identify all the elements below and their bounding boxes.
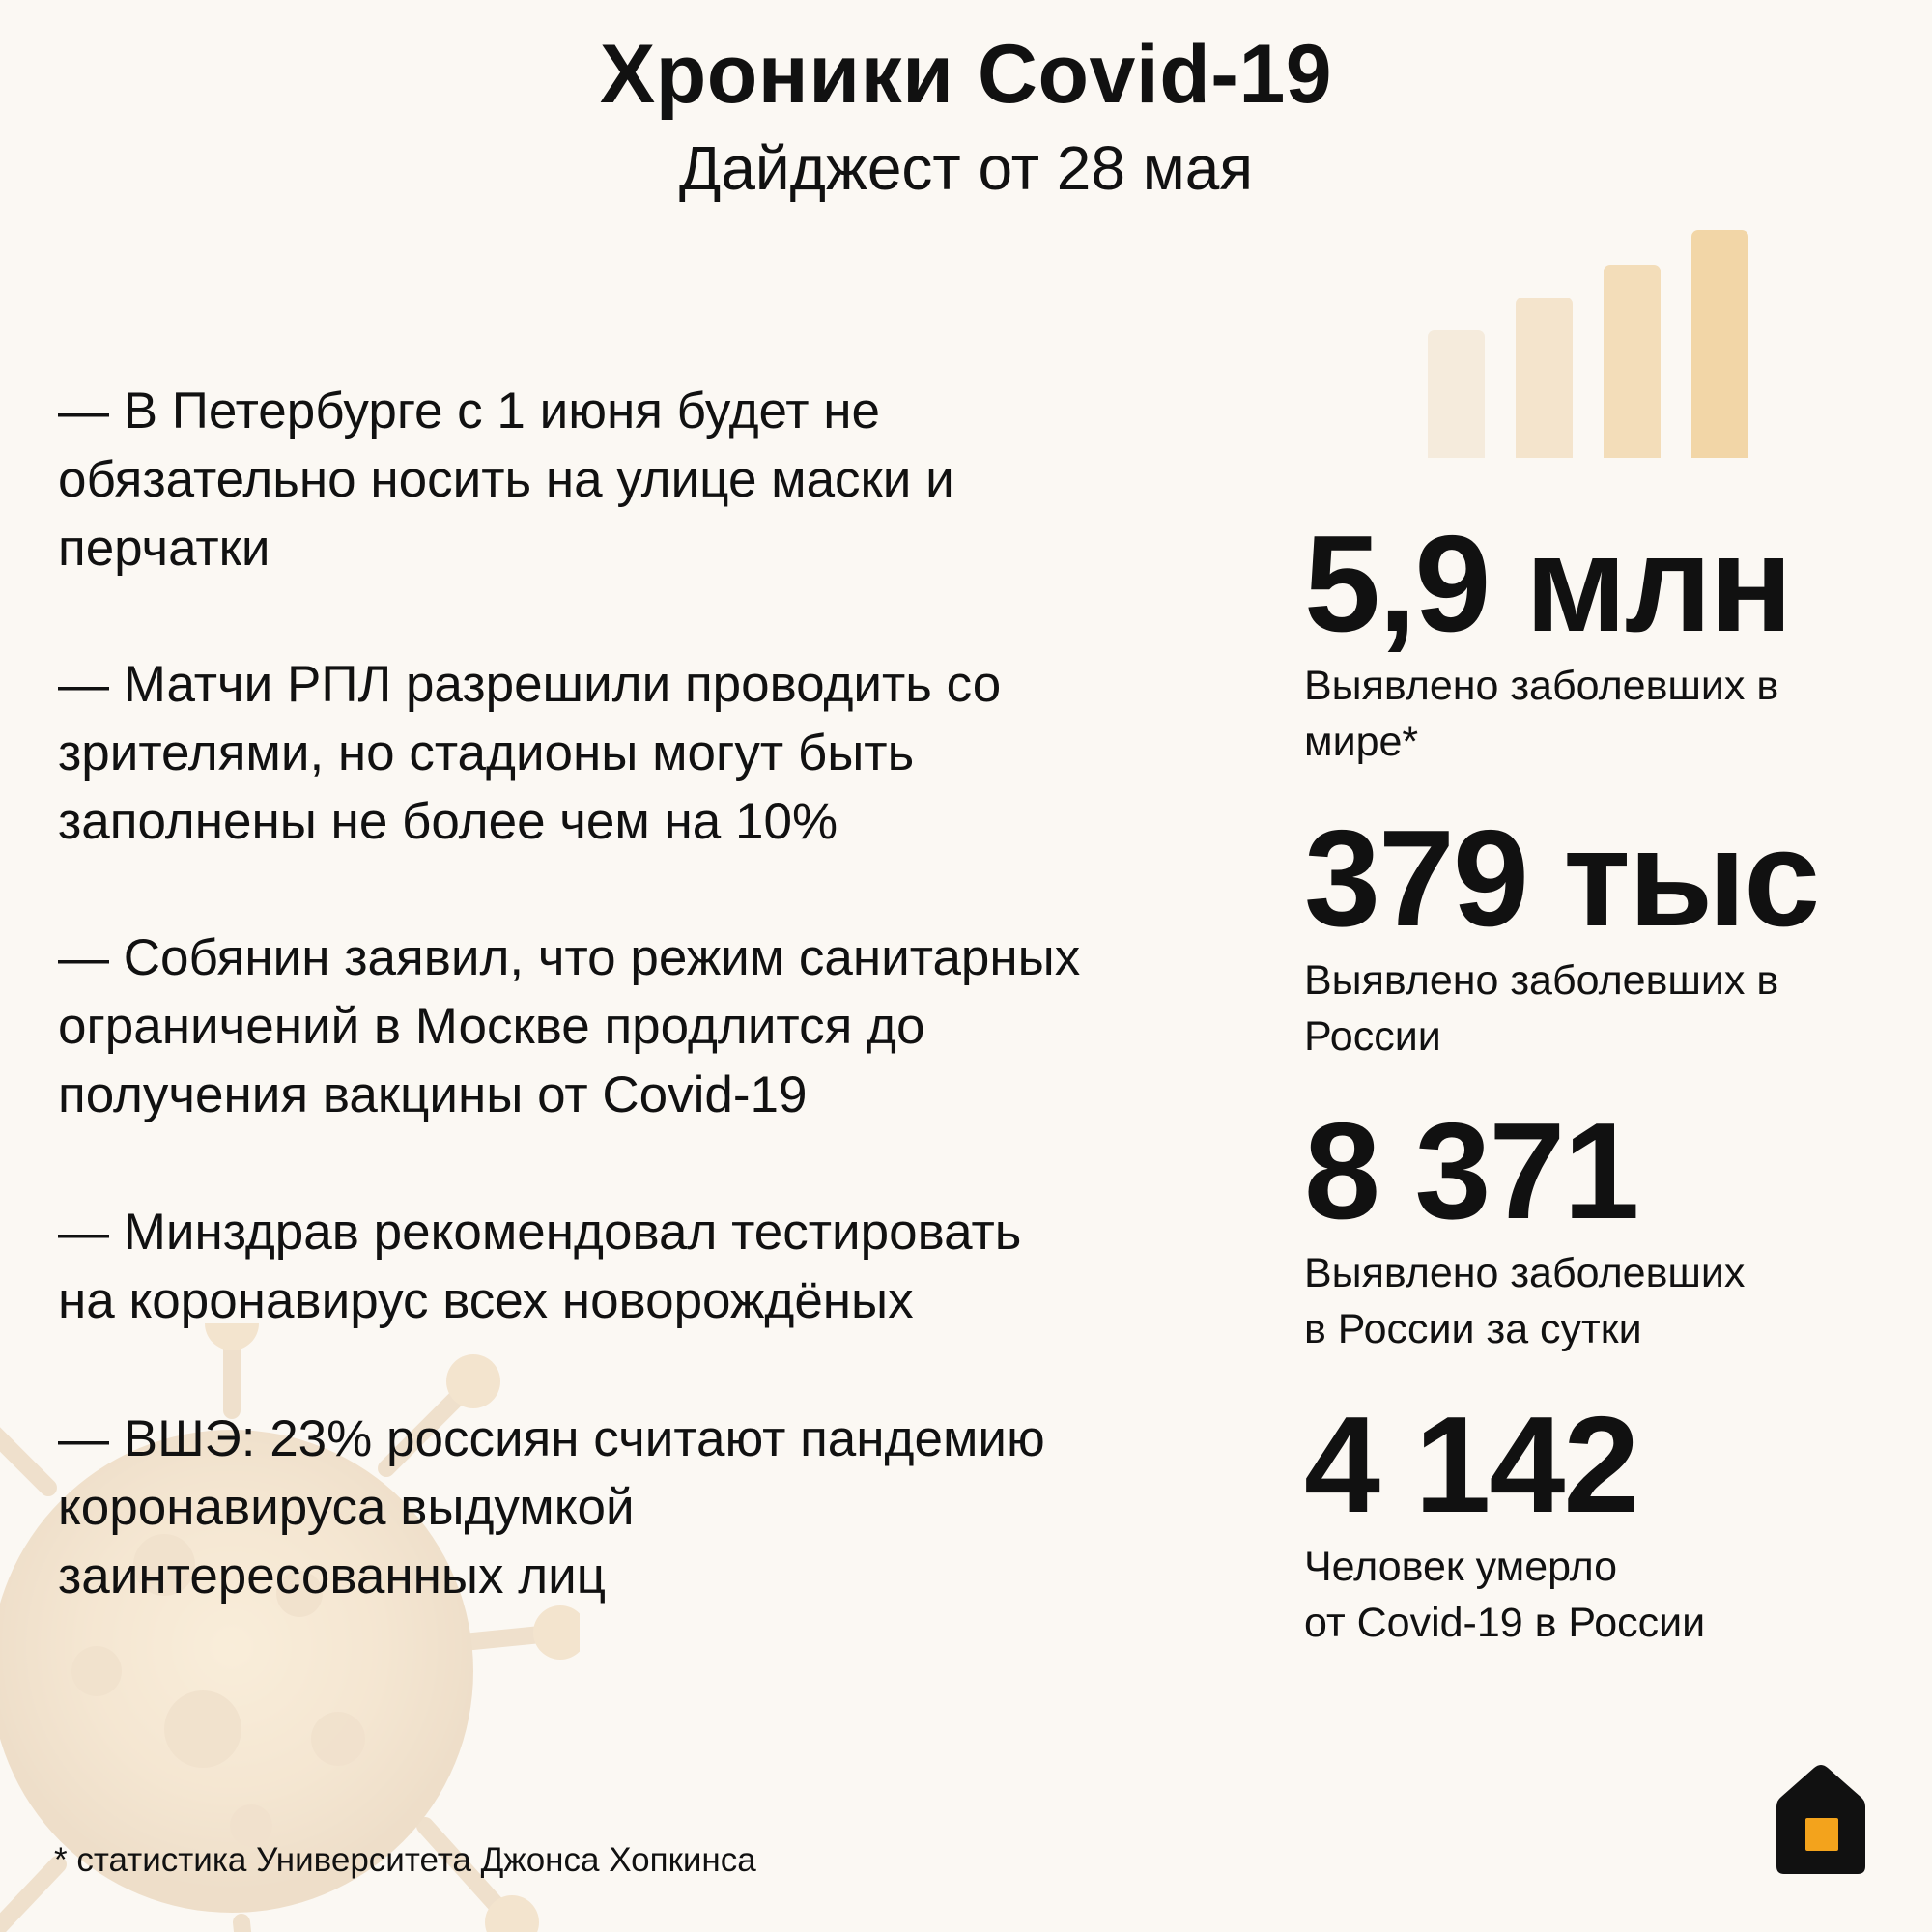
news-item-2: — Матчи РПЛ разрешили проводить со зрителями, но стадионы могут быть заполнены не более чем на 10% <box>58 656 1002 850</box>
bar-chart-icon-bar-4 <box>1691 230 1748 458</box>
stat-value: 379 тыс <box>1304 802 1819 955</box>
page-title: Хроники Covid-19 <box>599 28 1333 121</box>
stat-russia-daily-cases <box>1304 1094 1903 1357</box>
bar-chart-icon-bar-1 <box>1428 330 1485 458</box>
footnote: * статистика Университета Джонса Хопкинса <box>54 1841 756 1879</box>
bar-chart-icon-bar-3 <box>1604 265 1661 458</box>
news-item-4: — Минздрав рекомендовал тестировать на коронавирус всех новорождёных <box>58 1204 1022 1329</box>
stat-world-cases <box>1304 507 1903 770</box>
stat-label: Выявлено заболевших в России за сутки <box>1304 1249 1746 1352</box>
stat-label: Человек умерло от Covid-19 в России <box>1304 1543 1706 1646</box>
bar-chart-icon <box>1428 230 1751 458</box>
stat-russia-cases <box>1304 802 1903 1065</box>
bar-chart-icon-bar-2 <box>1516 298 1573 458</box>
stat-label: Выявлено заболевших в мире* <box>1304 662 1779 765</box>
house-icon <box>1765 1760 1877 1876</box>
stat-russia-deaths <box>1304 1388 1903 1651</box>
stat-label: Выявлено заболевших в России <box>1304 956 1779 1060</box>
news-item-5: — ВШЭ: 23% россиян считают пандемию коронавируса выдумкой заинтересованных лиц <box>58 1410 1045 1605</box>
stat-value: 8 371 <box>1304 1094 1638 1248</box>
news-item-1: — В Петербурге с 1 июня будет не обязательно носить на улице маски и перчатки <box>58 383 954 577</box>
stat-value: 5,9 млн <box>1304 507 1791 661</box>
header <box>0 28 1932 203</box>
page-subtitle: Дайджест от 28 мая <box>678 133 1254 203</box>
news-item-3: — Собянин заявил, что режим санитарных ограничений в Москве продлится до получения вакцины от Covid-19 <box>58 929 1081 1123</box>
stat-value: 4 142 <box>1304 1388 1638 1542</box>
